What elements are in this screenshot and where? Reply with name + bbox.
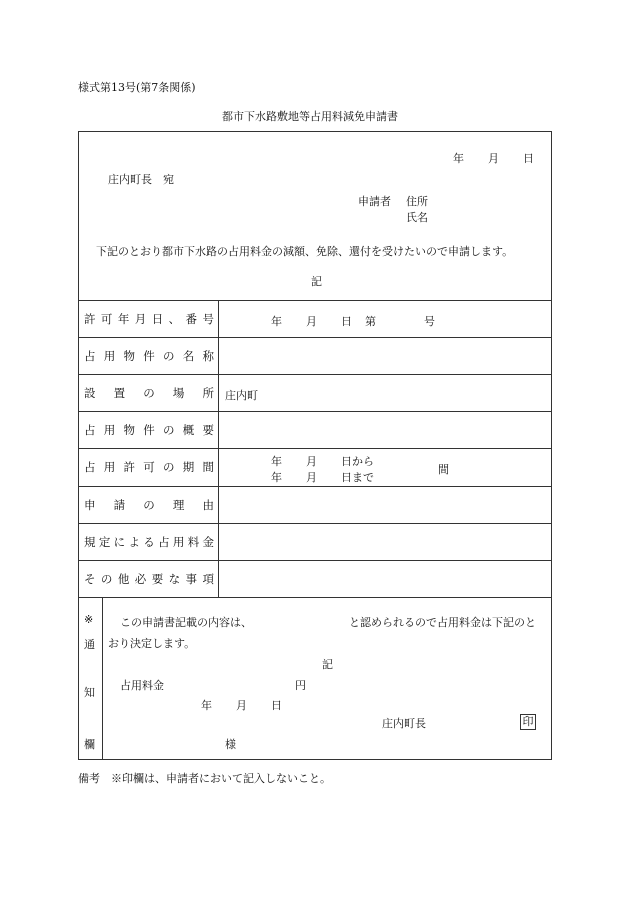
label-other-matters: そ の 他 必 要 な 事 項 bbox=[84, 572, 214, 586]
addressee: 庄内町長 宛 bbox=[108, 173, 174, 186]
notice-year: 年 bbox=[201, 699, 212, 712]
date-year: 年 bbox=[453, 152, 464, 165]
notice-mark: ※ bbox=[84, 613, 94, 626]
period-to[interactable]: 日まで bbox=[341, 471, 374, 484]
row-divider bbox=[78, 597, 552, 598]
applicant-label: 申請者 bbox=[358, 195, 391, 208]
label-reason: 申 請 の 理 由 bbox=[84, 498, 214, 512]
notice-side-tsu: 通 bbox=[84, 638, 95, 651]
notice-sama: 様 bbox=[225, 738, 236, 751]
date-day: 日 bbox=[523, 152, 534, 165]
statement: 下記のとおり都市下水路の占用料金の減額、免除、還付を受けたいので申請します。 bbox=[96, 245, 514, 258]
period-to-month[interactable]: 月 bbox=[306, 471, 317, 484]
notice-side-chi: 知 bbox=[84, 686, 95, 699]
column-divider bbox=[218, 300, 219, 597]
notice-ki: 記 bbox=[322, 658, 333, 671]
permit-day[interactable]: 日 bbox=[341, 315, 352, 328]
label-period: 占 用 許 可 の 期 間 bbox=[84, 460, 214, 474]
place-value[interactable]: 庄内町 bbox=[225, 389, 258, 402]
remark: 備考 ※印欄は、申請者において記入しないこと。 bbox=[78, 772, 331, 785]
notice-line1b: と認められるので占用料金は下記のと bbox=[349, 616, 536, 629]
ki-heading: 記 bbox=[311, 275, 322, 288]
period-from-month[interactable]: 月 bbox=[306, 455, 317, 468]
applicant-name[interactable]: 氏名 bbox=[406, 211, 428, 224]
period-span: 間 bbox=[438, 463, 449, 476]
notice-side-ran: 欄 bbox=[84, 738, 95, 751]
notice-day: 日 bbox=[271, 699, 282, 712]
label-item-name: 占 用 物 件 の 名 称 bbox=[84, 349, 214, 363]
label-regulated-fee: 規 定 に よ る 占 用 料 金 bbox=[84, 535, 214, 549]
notice-fee-label: 占用料金 bbox=[120, 679, 164, 692]
form-number: 様式第13号(第7条関係) bbox=[78, 81, 196, 94]
label-permit-date: 許 可 年 月 日 、 番 号 bbox=[84, 312, 214, 326]
notice-yen: 円 bbox=[295, 679, 306, 692]
date-month: 月 bbox=[488, 152, 499, 165]
notice-mayor: 庄内町長 bbox=[382, 717, 426, 730]
notice-divider bbox=[102, 597, 103, 760]
label-overview: 占 用 物 件 の 概 要 bbox=[84, 423, 214, 437]
notice-month: 月 bbox=[236, 699, 247, 712]
page-title: 都市下水路敷地等占用料減免申請書 bbox=[222, 110, 398, 123]
seal-stamp: 印 bbox=[520, 714, 536, 730]
permit-dai: 第 bbox=[365, 315, 376, 328]
notice-line1a: この申請書記載の内容は、 bbox=[120, 616, 252, 629]
permit-month[interactable]: 月 bbox=[306, 315, 317, 328]
period-from-year[interactable]: 年 bbox=[271, 455, 282, 468]
applicant-address[interactable]: 住所 bbox=[406, 195, 428, 208]
permit-year[interactable]: 年 bbox=[271, 315, 282, 328]
notice-line2: おり決定します。 bbox=[108, 637, 196, 650]
period-to-year[interactable]: 年 bbox=[271, 471, 282, 484]
period-from[interactable]: 日から bbox=[341, 455, 374, 468]
permit-go: 号 bbox=[424, 315, 435, 328]
label-place: 設 置 の 場 所 bbox=[84, 386, 214, 400]
